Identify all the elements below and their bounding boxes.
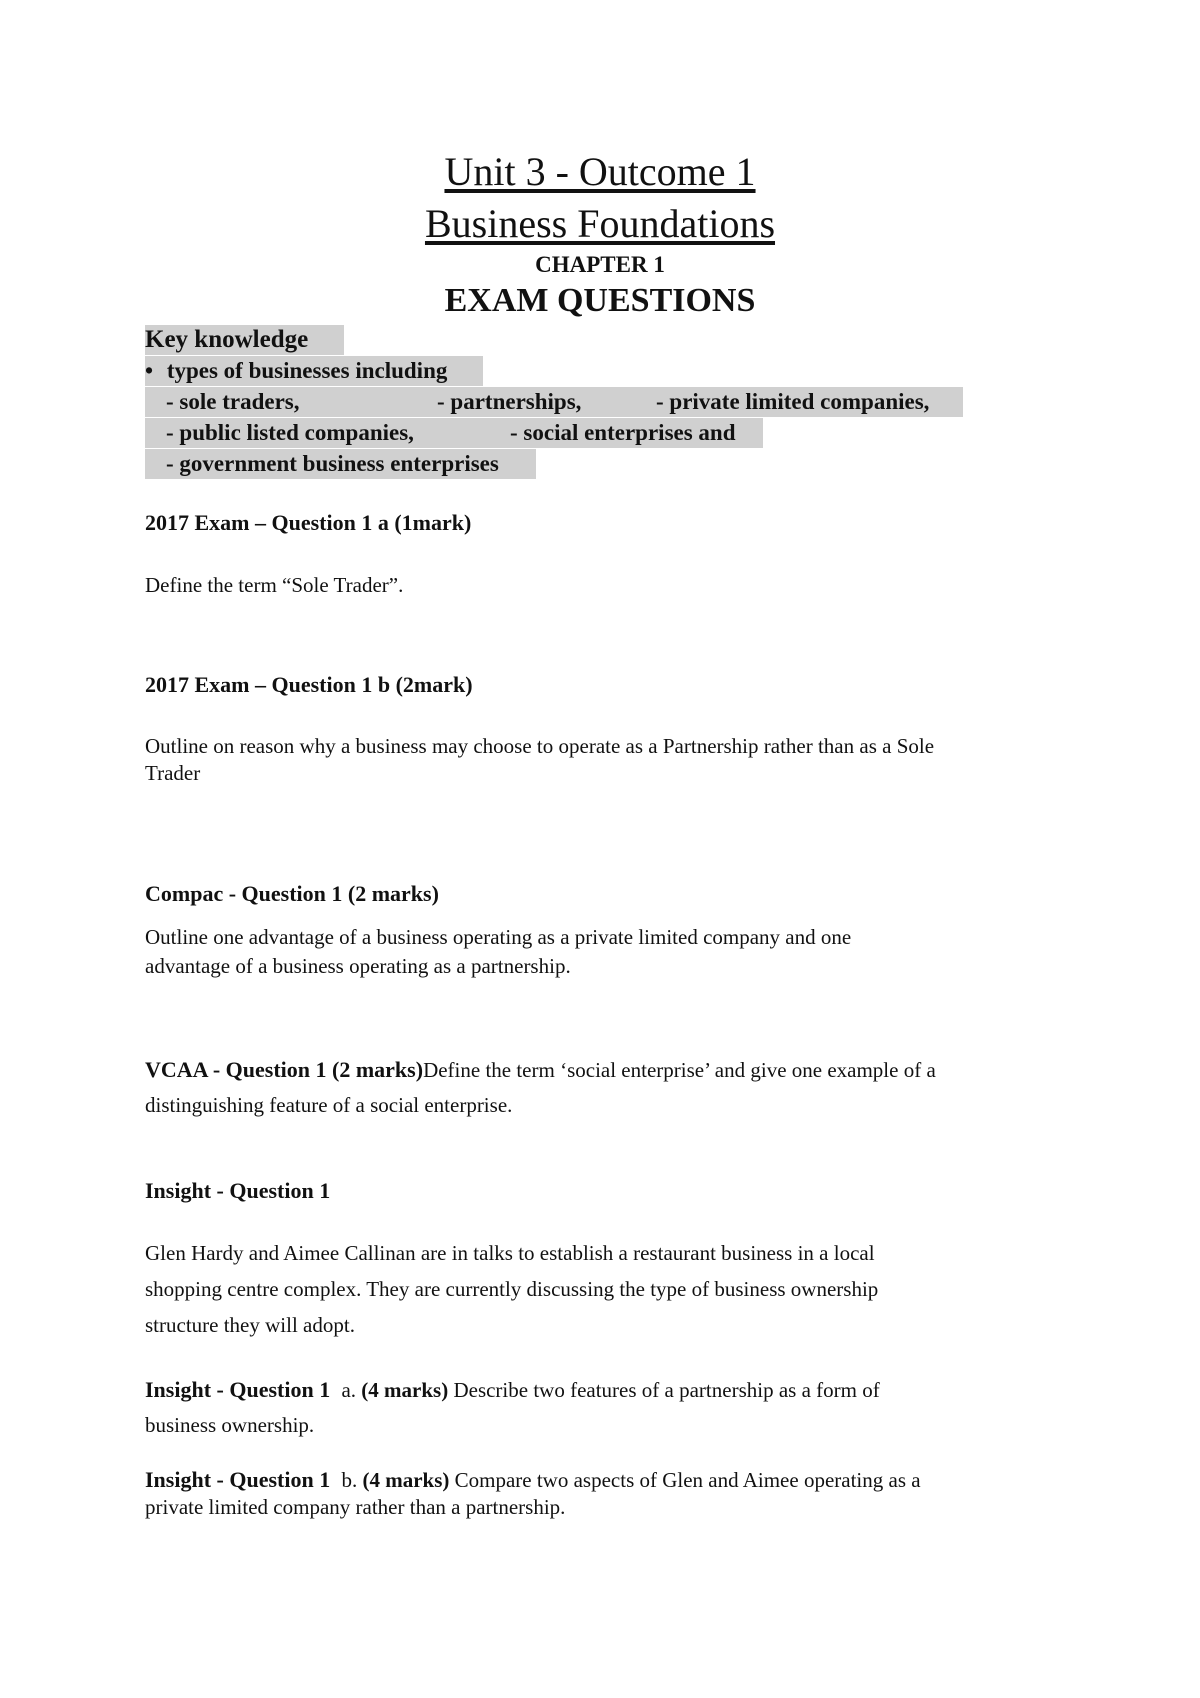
key-knowledge-item: - public listed companies, xyxy=(166,420,414,445)
question-text: shopping centre complex. They are currently discussing the type of business ownership xyxy=(145,1277,879,1301)
question-part: b. xyxy=(341,1468,358,1492)
question-text: Define the term “Sole Trader”. xyxy=(145,573,404,597)
question-heading: Insight - Question 1 xyxy=(145,1178,331,1203)
question-heading: VCAA - Question 1 (2 marks) xyxy=(145,1057,424,1082)
question-text: advantage of a business operating as a partnership. xyxy=(145,954,571,978)
exam-questions-heading: EXAM QUESTIONS xyxy=(444,282,756,319)
question-text: Trader xyxy=(145,761,201,785)
question-heading: Compac - Question 1 (2 marks) xyxy=(145,881,439,906)
question-text: distinguishing feature of a social enterprise. xyxy=(145,1093,513,1117)
question-text: business ownership. xyxy=(145,1413,315,1437)
question-text: Glen Hardy and Aimee Callinan are in talks to establish a restaurant business in a local xyxy=(145,1241,875,1265)
title-line-2: Business Foundations xyxy=(424,201,776,246)
question-heading: 2017 Exam – Question 1 a (1mark) xyxy=(145,510,472,535)
bullet-icon: • xyxy=(145,358,154,383)
key-knowledge-item: - partnerships, xyxy=(437,389,582,414)
key-knowledge-item: - private limited companies, xyxy=(656,389,930,414)
question-row xyxy=(145,1376,880,1404)
question-text: Describe two features of a partnership as a form of xyxy=(453,1378,880,1402)
key-knowledge-intro: types of businesses including xyxy=(166,358,448,383)
title-line-1: Unit 3 - Outcome 1 xyxy=(444,149,756,194)
key-knowledge-label: Key knowledge xyxy=(145,325,344,355)
question-text: Outline on reason why a business may choose to operate as a Partnership rather than as a Sole xyxy=(145,734,935,758)
question-row xyxy=(145,1466,921,1494)
question-text: Outline one advantage of a business operating as a private limited company and one xyxy=(145,925,852,949)
question-heading: Insight - Question 1 xyxy=(145,1377,331,1402)
question-heading: 2017 Exam – Question 1 b (2mark) xyxy=(145,672,473,697)
key-knowledge-intro-row xyxy=(145,356,483,386)
chapter-label: CHAPTER 1 xyxy=(535,252,665,277)
key-knowledge-item: - government business enterprises xyxy=(166,451,499,476)
question-text: private limited company rather than a partnership. xyxy=(145,1495,566,1519)
question-text: structure they will adopt. xyxy=(145,1313,355,1337)
question-row xyxy=(145,1056,936,1084)
question-text: Define the term ‘social enterprise’ and give one example of a xyxy=(423,1058,936,1082)
key-knowledge-item: - sole traders, xyxy=(166,389,300,414)
question-text: Compare two aspects of Glen and Aimee operating as a xyxy=(454,1468,921,1492)
question-marks: (4 marks) xyxy=(361,1378,449,1402)
key-knowledge-item: - social enterprises and xyxy=(510,420,736,445)
question-part: a. xyxy=(341,1378,357,1402)
question-marks: (4 marks) xyxy=(362,1468,450,1492)
question-heading: Insight - Question 1 xyxy=(145,1467,331,1492)
